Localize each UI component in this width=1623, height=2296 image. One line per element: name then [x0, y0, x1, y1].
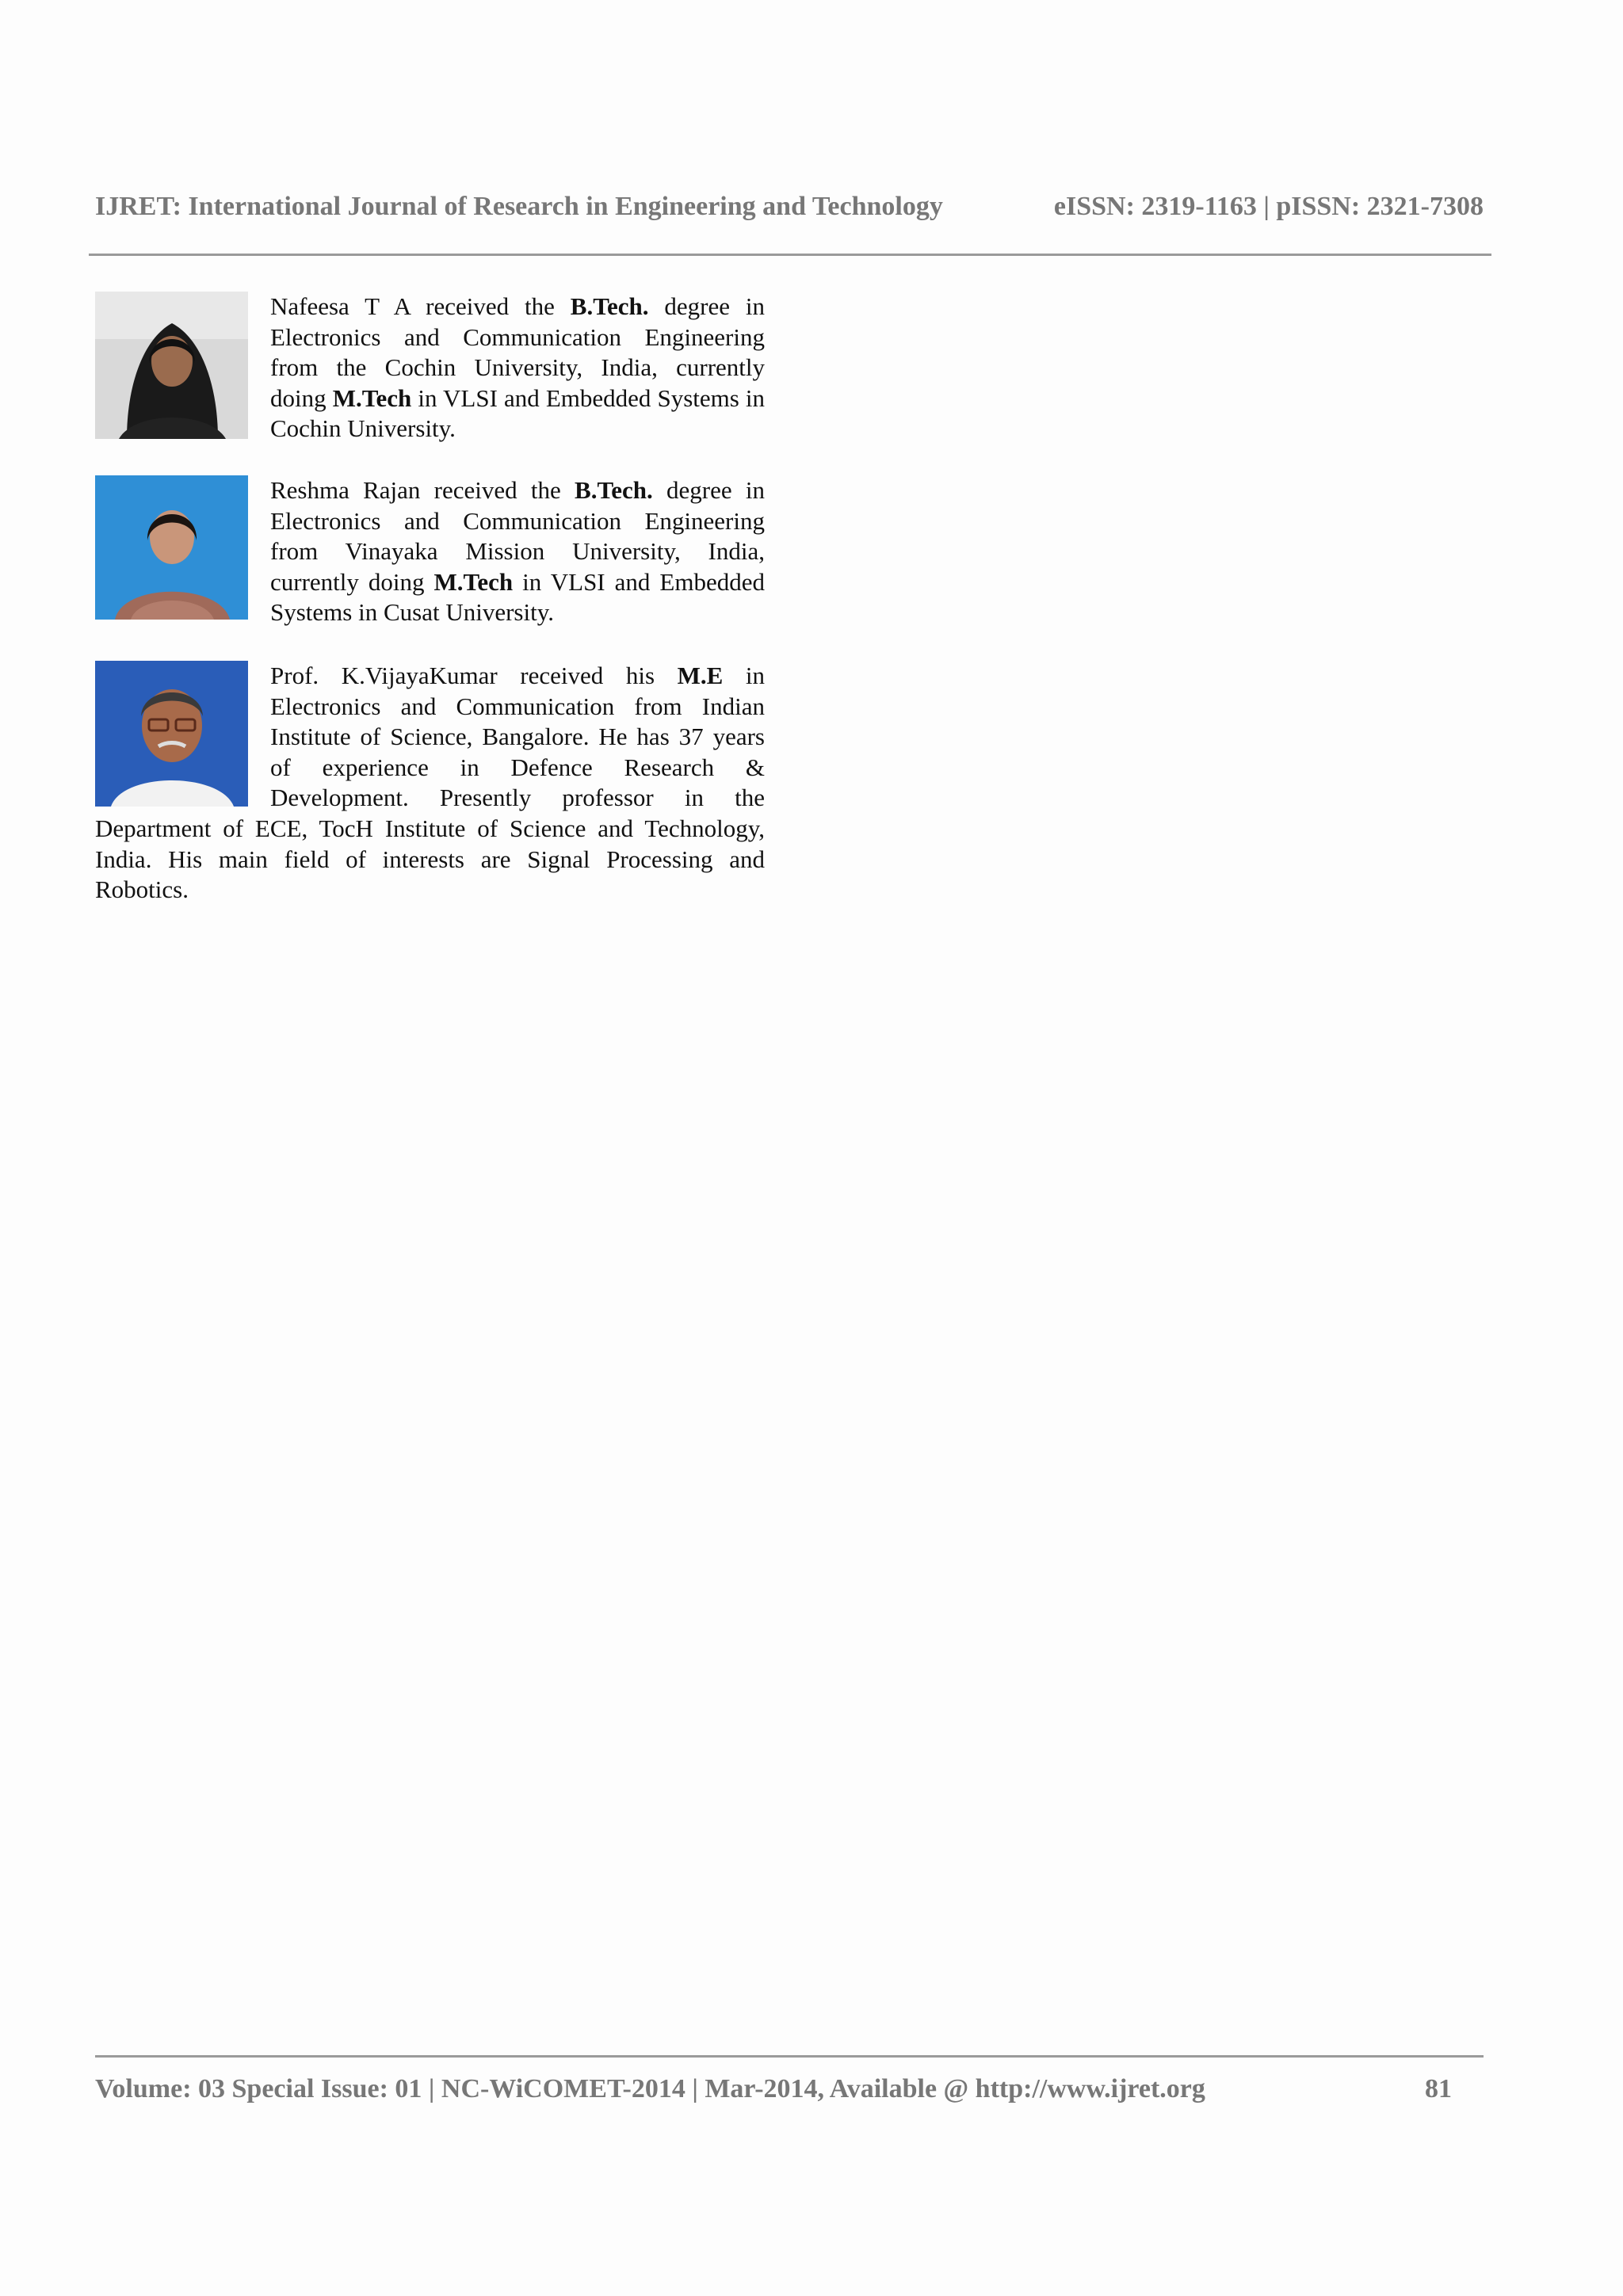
footer-divider — [95, 2055, 1484, 2058]
running-header — [95, 192, 1484, 222]
author-photo-icon — [95, 475, 248, 620]
author-bio-vijayakumar: Prof. K.VijayaKumar received his M.E in Electronics and Communication from Indian Institute of Science, Bangalore. He has 37 years of experience in Defence Research & Development. Presently professor in the Department of ECE, TocH Institute of Science and Technology, India. His main field of interests are Signal Processing and Robotics. — [95, 662, 765, 904]
issn-info: eISSN: 2319-1163 | pISSN: 2321-7308 — [1053, 192, 1484, 221]
journal-title: IJRET: International Journal of Research in Engineering and Technology — [95, 192, 943, 221]
header-divider — [89, 254, 1491, 256]
issue-citation: Volume: 03 Special Issue: 01 | NC-WiCOMET-2014 | Mar-2014, Available @ http://www.ijret.org — [95, 2074, 1205, 2103]
page-number: 81 — [1425, 2074, 1452, 2103]
author-photo-icon — [95, 292, 248, 439]
author-photo-icon — [95, 661, 248, 807]
author-bio-nafeesa: Nafeesa T A received the B.Tech. degree in Electronics and Communication Engineering from the Cochin University, India, currently doing M.Tech in VLSI and Embedded Systems in Cochin University. — [95, 292, 765, 444]
author-bio-reshma: Reshma Rajan received the B.Tech. degree in Electronics and Communication Engineering from Vinayaka Mission University, India, currently doing M.Tech in VLSI and Embedded Systems in Cusat University. — [95, 475, 765, 628]
running-footer — [95, 2074, 1452, 2104]
